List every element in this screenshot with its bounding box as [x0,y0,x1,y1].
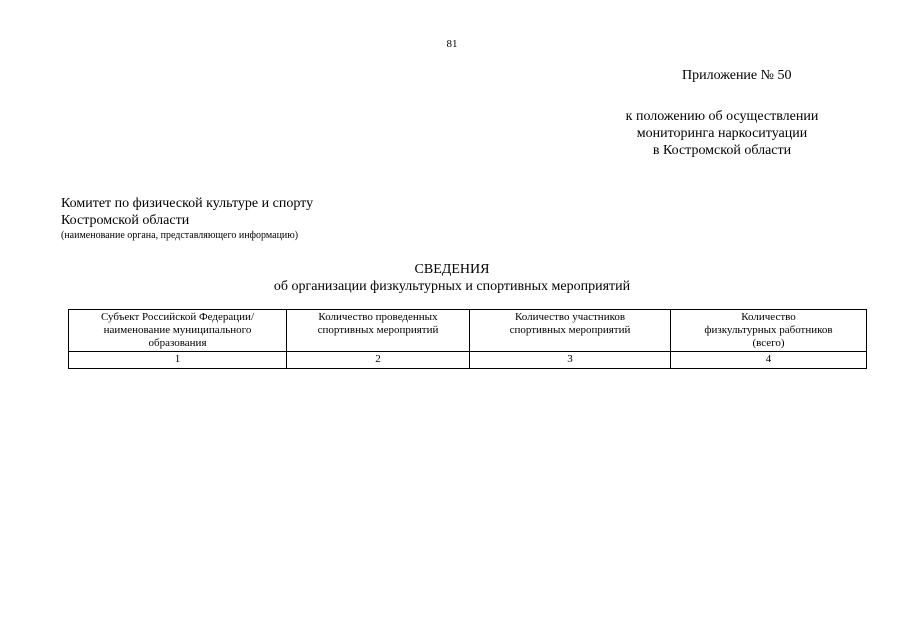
form-table [68,309,867,369]
appendix-subtitle-line: в Костромской области [652,143,792,158]
column-header-line: Количество участников [514,311,626,323]
column-header-events-count [287,310,470,352]
table-cell: 3 [470,352,671,369]
table-numbering-row [69,352,867,369]
organization-name-line: Комитет по физической культуре и спорту [61,196,314,211]
table-cell: 4 [671,352,867,369]
column-header-subject [69,310,287,352]
column-header-line: спортивных мероприятий [317,324,439,336]
column-header-participants-count [470,310,671,352]
column-header-line: спортивных мероприятий [509,324,631,336]
column-header-line: Субъект Российской Федерации/ [100,311,255,323]
appendix-subtitle-line: мониторинга наркоситуации [636,126,808,141]
table-cell: 2 [287,352,470,369]
table-cell: 1 [69,352,287,369]
column-header-line: (всего) [752,337,785,349]
report-subtitle: об организации физкультурных и спортивных мероприятий [273,279,631,294]
page-number: 81 [446,38,458,50]
column-header-line: Количество [741,311,796,323]
column-header-line: Количество проведенных [318,311,438,323]
appendix-title: Приложение № 50 [682,68,792,83]
organization-caption: (наименование органа, представляющего информацию) [61,230,299,241]
report-title: СВЕДЕНИЯ [414,262,490,277]
column-header-workers-count [671,310,867,352]
organization-block [61,195,313,242]
appendix-subtitle-line: к положению об осуществлении [625,109,819,124]
appendix-subtitle [610,108,834,159]
organization-name-line: Костромской области [61,213,190,228]
column-header-line: физкультурных работников [704,324,833,336]
table-header-row [69,310,867,352]
column-header-line: образования [148,337,207,349]
column-header-line: наименование муниципального [103,324,252,336]
